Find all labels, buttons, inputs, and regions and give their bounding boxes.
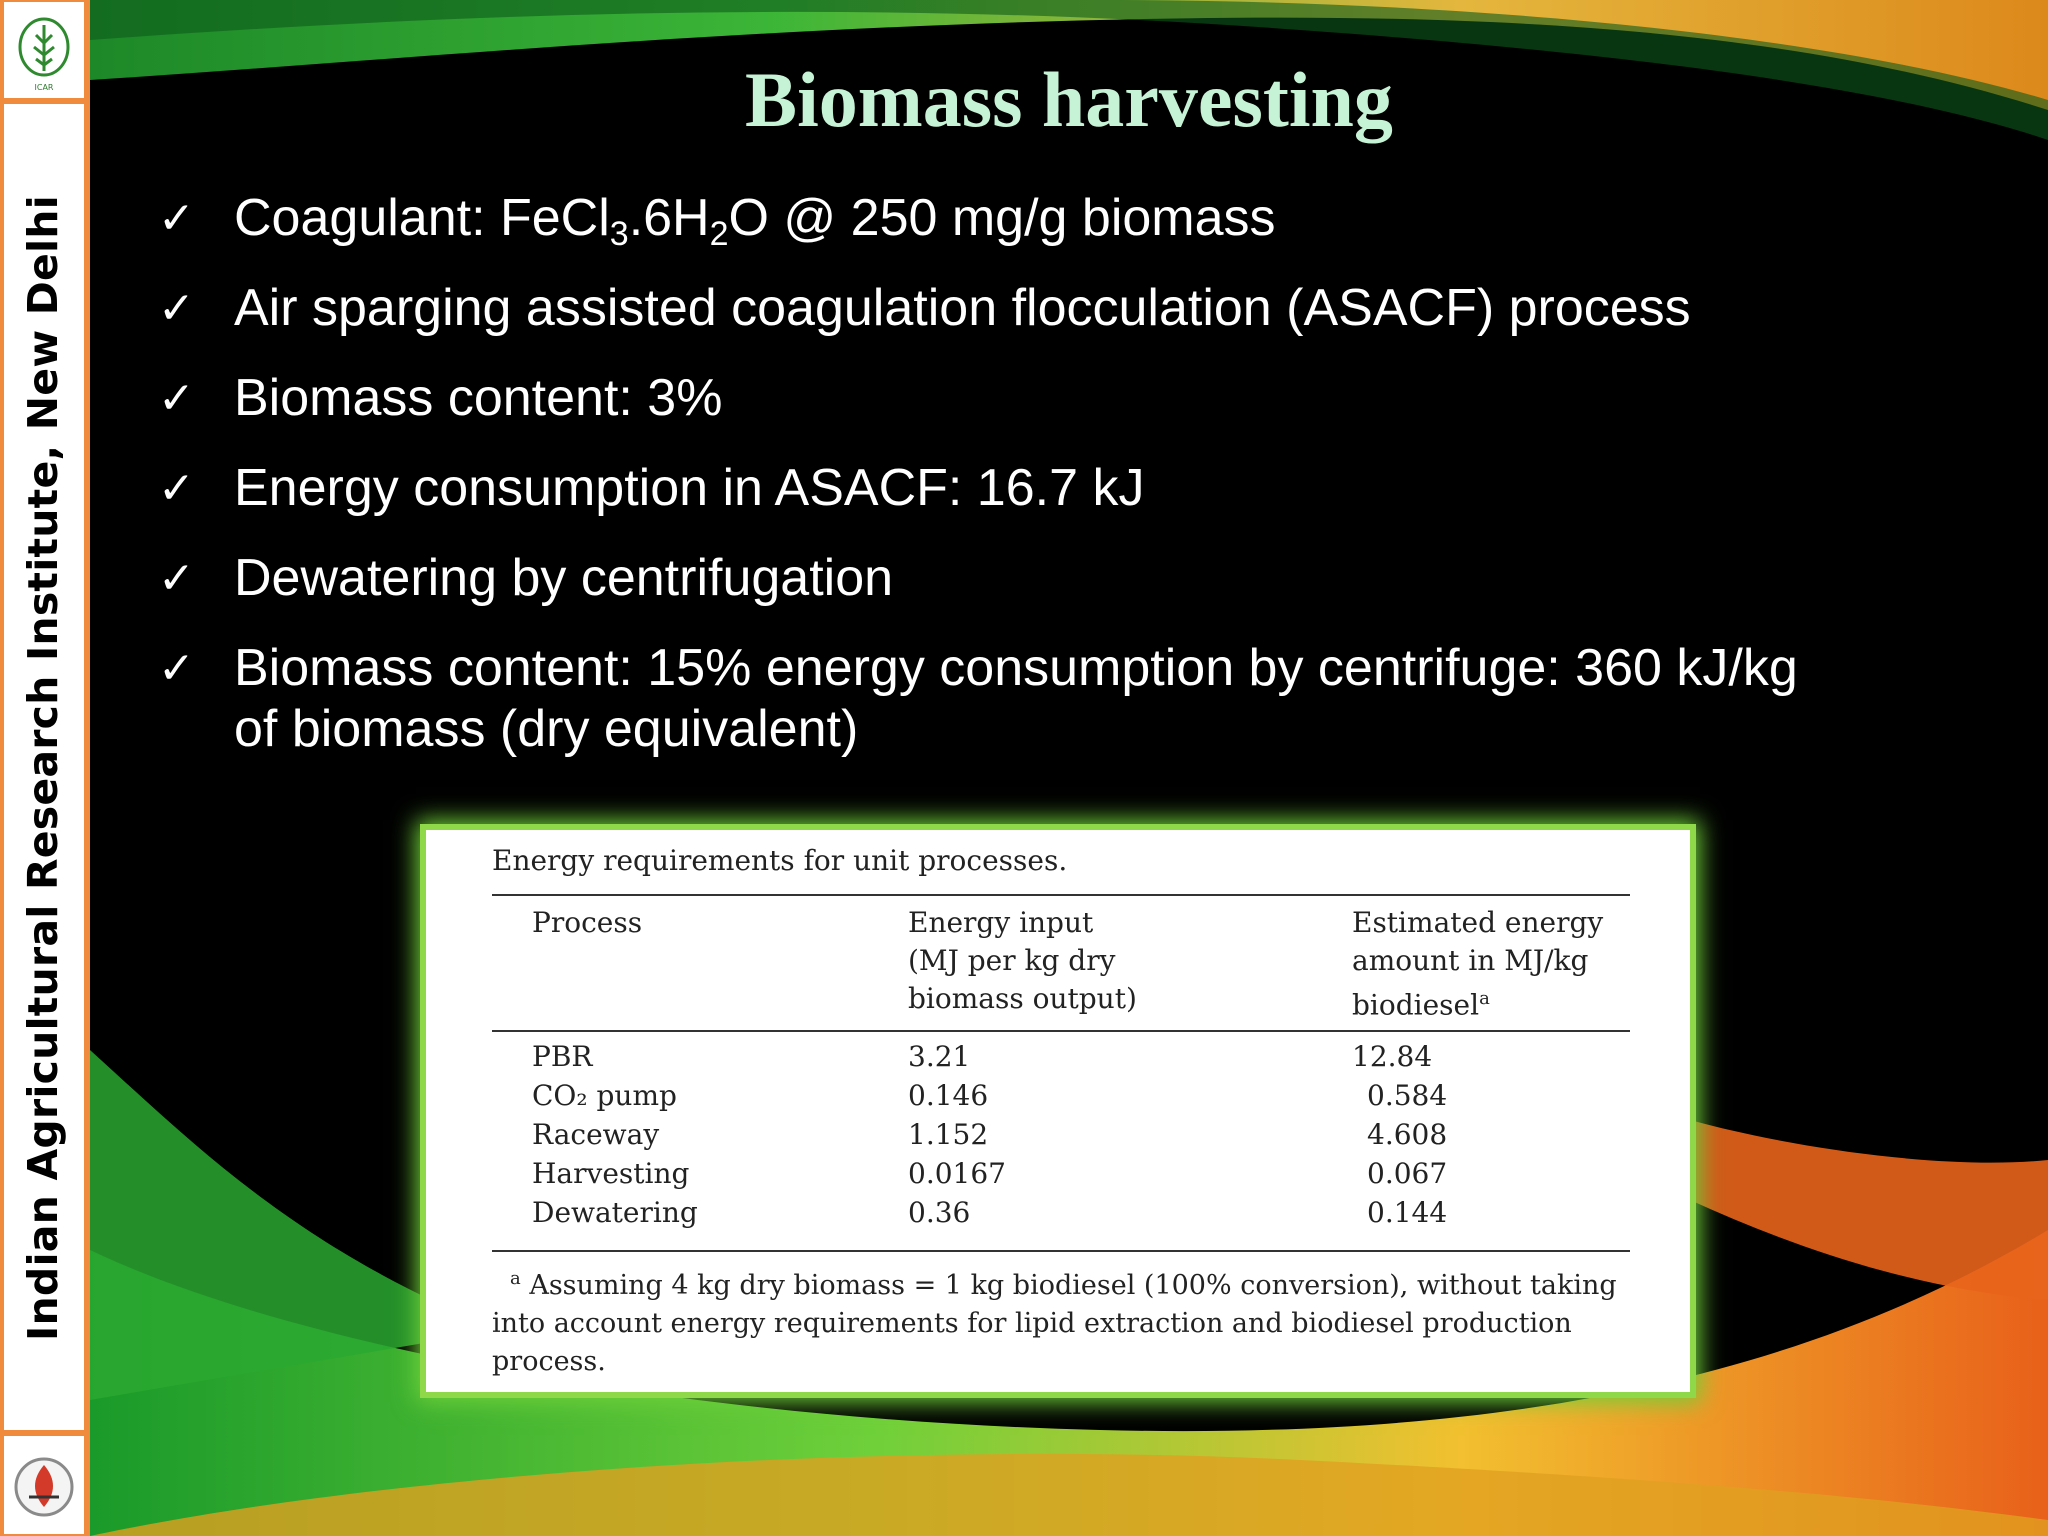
cell-estimate: 0.144 bbox=[1367, 1196, 1448, 1229]
bullet-biomass-content bbox=[158, 368, 1958, 429]
iari-logo bbox=[4, 1436, 84, 1534]
cell-energy-input: 0.36 bbox=[908, 1196, 971, 1229]
footnote-line2: into account energy requirements for lipid extraction and biodiesel production bbox=[492, 1308, 1572, 1339]
bullet-energy-asacf bbox=[158, 458, 1958, 519]
bullet-text: Air sparging assisted coagulation flocculation (ASACF) process bbox=[234, 279, 1691, 337]
footnote-line3: process. bbox=[492, 1346, 606, 1377]
table-caption: Energy requirements for unit processes. bbox=[492, 844, 1068, 877]
bullet-dewatering bbox=[158, 548, 1958, 609]
header-energy-input bbox=[908, 904, 1137, 1018]
footnote-mark: a bbox=[510, 1268, 521, 1289]
wheat-emblem-icon bbox=[14, 15, 74, 85]
cell-process: Dewatering bbox=[532, 1196, 698, 1229]
bullet-asacf bbox=[158, 278, 1958, 339]
bullet-text: Energy consumption in ASACF: 16.7 kJ bbox=[234, 459, 1145, 517]
energy-table-image bbox=[426, 830, 1690, 1392]
table-top-rule bbox=[492, 894, 1630, 896]
header-est-footnote-mark: a bbox=[1479, 988, 1490, 1009]
iari-emblem-icon bbox=[11, 1449, 77, 1521]
table-bottom-rule bbox=[492, 1250, 1630, 1252]
cell-process: CO₂ pump bbox=[532, 1079, 677, 1112]
table-footnote bbox=[492, 1260, 1630, 1381]
header-input-line1: Energy input bbox=[908, 906, 1094, 939]
bullet-centrifuge bbox=[158, 638, 1958, 760]
table-header-rule bbox=[492, 1030, 1630, 1032]
cell-estimate: 0.067 bbox=[1367, 1157, 1448, 1190]
bullet-text-line2: of biomass (dry equivalent) bbox=[234, 700, 859, 758]
checkmark-icon: ✓ bbox=[158, 643, 195, 694]
footnote-line1: Assuming 4 kg dry biomass = 1 kg biodiesel (100% conversion), without taking bbox=[529, 1270, 1617, 1301]
checkmark-icon: ✓ bbox=[158, 373, 195, 424]
coagulant-text-start: Coagulant: FeCl bbox=[234, 189, 610, 247]
icar-logo bbox=[4, 2, 84, 98]
institute-name: Indian Agricultural Research Institute, New Delhi bbox=[19, 195, 67, 1341]
cell-process: PBR bbox=[532, 1040, 593, 1073]
cell-energy-input: 1.152 bbox=[908, 1118, 989, 1151]
bullet-list bbox=[158, 188, 1958, 789]
slide-title: Biomass harvesting bbox=[745, 56, 1393, 143]
cell-energy-input: 0.0167 bbox=[908, 1157, 1006, 1190]
header-process: Process bbox=[532, 906, 643, 939]
header-est-line2: amount in MJ/kg bbox=[1352, 944, 1589, 977]
bullet-text: Dewatering by centrifugation bbox=[234, 549, 894, 607]
header-input-line2: (MJ per kg dry bbox=[908, 944, 1116, 977]
checkmark-icon: ✓ bbox=[158, 283, 195, 334]
header-est-line1: Estimated energy bbox=[1352, 906, 1604, 939]
cell-process: Raceway bbox=[532, 1118, 660, 1151]
cell-energy-input: 3.21 bbox=[908, 1040, 971, 1073]
bullet-coagulant bbox=[158, 188, 1958, 253]
header-estimated-energy bbox=[1352, 904, 1603, 1024]
bullet-text-line1: Biomass content: 15% energy consumption by centrifuge: 360 kJ/kg bbox=[234, 639, 1798, 697]
coagulant-text-mid: .6H bbox=[628, 189, 710, 247]
header-est-line3: biodiesel bbox=[1352, 988, 1480, 1022]
institute-sidebar bbox=[0, 0, 90, 1536]
coagulant-text-end: O @ 250 mg/g biomass bbox=[728, 189, 1276, 247]
cell-estimate: 12.84 bbox=[1352, 1040, 1433, 1073]
subscript-2: 2 bbox=[709, 215, 729, 253]
cell-process: Harvesting bbox=[532, 1157, 690, 1190]
header-input-line3: biomass output) bbox=[908, 982, 1137, 1015]
bullet-text: Biomass content: 3% bbox=[234, 369, 723, 427]
checkmark-icon: ✓ bbox=[158, 553, 195, 604]
cell-estimate: 4.608 bbox=[1367, 1118, 1448, 1151]
subscript-3: 3 bbox=[609, 215, 629, 253]
cell-energy-input: 0.146 bbox=[908, 1079, 989, 1112]
checkmark-icon: ✓ bbox=[158, 463, 195, 514]
checkmark-icon: ✓ bbox=[158, 193, 195, 244]
cell-estimate: 0.584 bbox=[1367, 1079, 1448, 1112]
logo-caption: ICAR bbox=[34, 83, 54, 92]
